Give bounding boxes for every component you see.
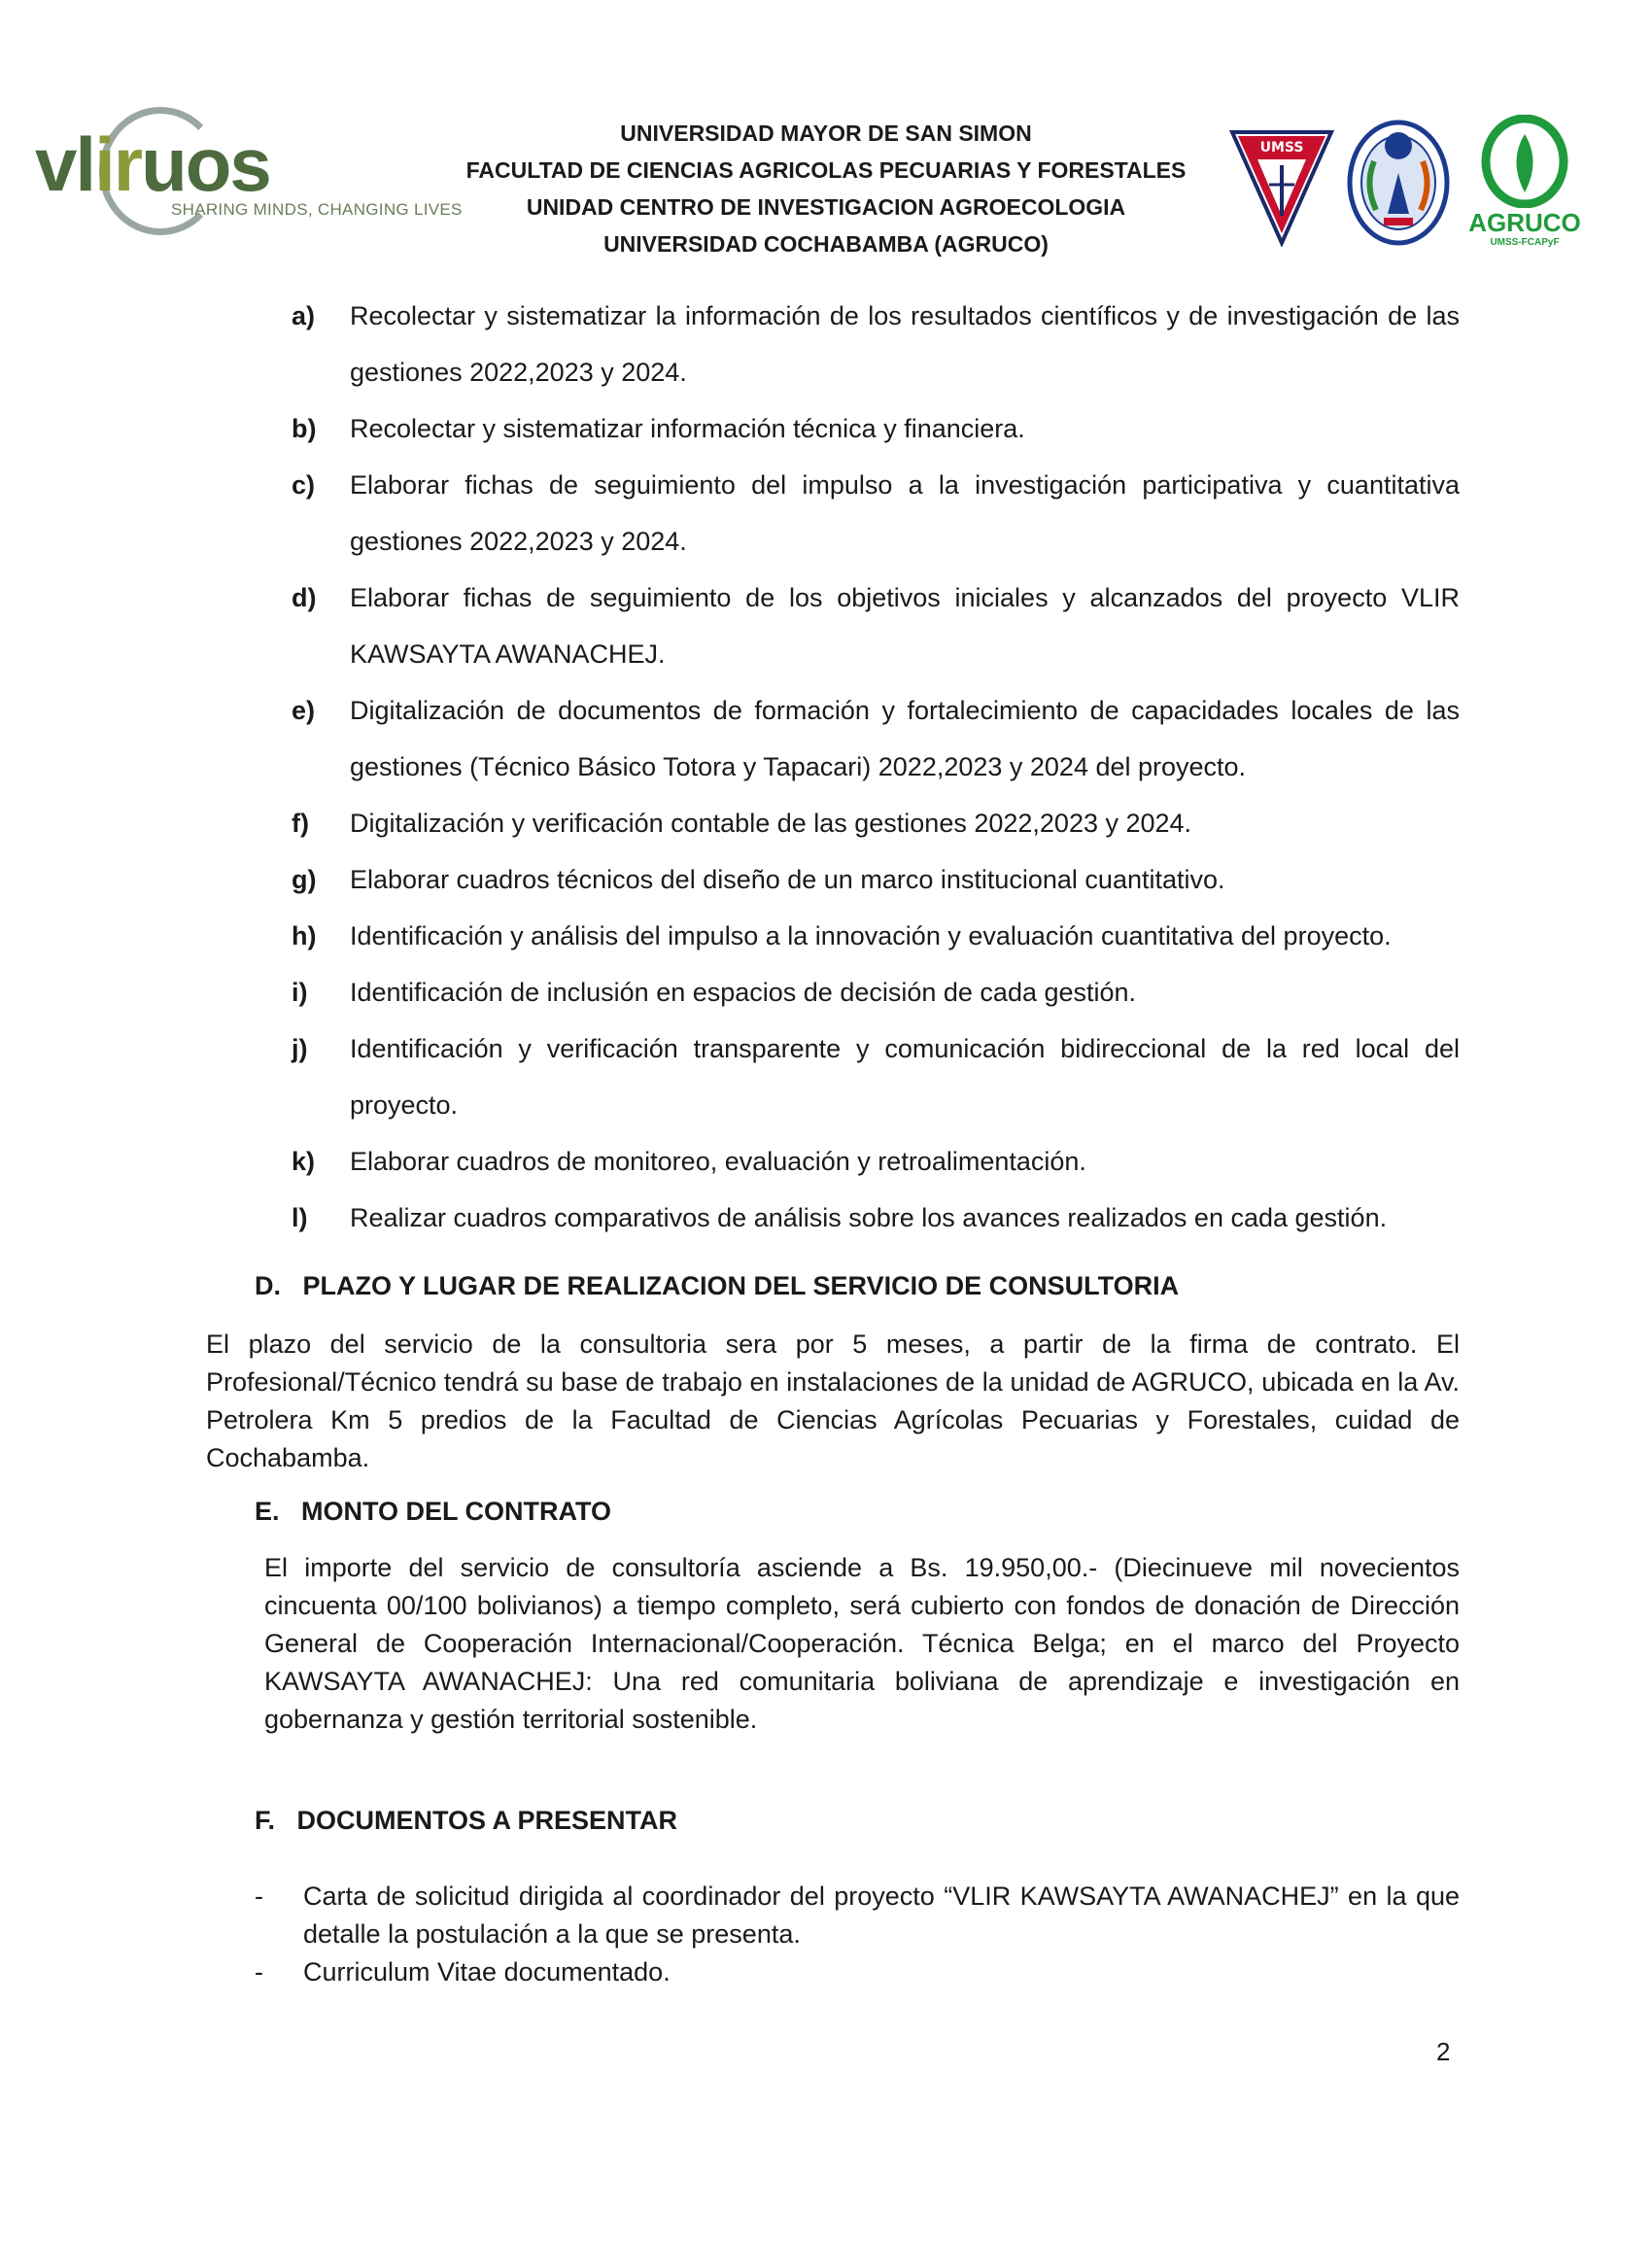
list-item: c) Elaborar fichas de seguimiento del impulso a la investigación participativa y cuantitativa gestiones 2022,2023 y 2024. — [292, 470, 1460, 556]
list-item: j) Identificación y verificación transparente y comunicación bidireccional de la red local del proyecto. — [292, 1034, 1460, 1120]
agruco-logo — [1462, 115, 1588, 251]
agruco-subtitle: UMSS-FCAPyF — [1490, 237, 1560, 248]
agruco-leaf-icon — [1462, 115, 1588, 208]
section-e-heading: E. MONTO DEL CONTRATO — [255, 1497, 612, 1526]
bullet-dash: - — [255, 1957, 263, 1986]
list-item: g) Elaborar cuadros técnicos del diseño de un marco institucional cuantitativo. — [292, 865, 1225, 894]
list-item: e) Digitalización de documentos de formación y fortalecimiento de capacidades locales de las gestiones (Técnico Básico Totora y Tapacari) 2022,2023 y 2024 del proyecto. — [292, 696, 1460, 781]
header-title-line-4: UNIVERSIDAD COCHABAMBA (AGRUCO) — [603, 231, 1049, 257]
svg-text:UMSS: UMSS — [1259, 140, 1304, 155]
page-number: 2 — [1436, 2037, 1451, 2066]
section-f-item: Curriculum Vitae documentado. — [303, 1957, 671, 1986]
header-title-line-2: FACULTAD DE CIENCIAS AGRICOLAS PECUARIAS Y FORESTALES — [465, 157, 1187, 183]
vliruos-logo — [35, 105, 463, 231]
faculty-emblem-icon — [1345, 117, 1452, 249]
list-item: b) Recolectar y sistematizar información técnica y financiera. — [292, 414, 1025, 443]
list-item: a) Recolectar y sistematizar la información de los resultados científicos y de investigación de las gestiones 2022,2023 y 2024. — [292, 301, 1460, 387]
task-list — [292, 288, 1460, 1246]
list-item: l) Realizar cuadros comparativos de análisis sobre los avances realizados en cada gestión. — [292, 1203, 1388, 1232]
section-f-heading: F. DOCUMENTOS A PRESENTAR — [255, 1806, 678, 1835]
list-item: k) Elaborar cuadros de monitoreo, evaluación y retroalimentación. — [292, 1147, 1086, 1176]
vliruos-wordmark: vliruos — [35, 121, 270, 207]
umss-shield-icon — [1228, 126, 1335, 247]
header-title — [457, 115, 1195, 262]
list-item: f) Digitalización y verificación contable de las gestiones 2022,2023 y 2024. — [292, 809, 1192, 838]
list-item: h) Identificación y análisis del impulso a la innovación y evaluación cuantitativa del proyecto. — [292, 921, 1392, 950]
list-item: d) Elaborar fichas de seguimiento de los objetivos iniciales y alcanzados del proyecto VLIR KAWSAYTA AWANACHEJ. — [292, 583, 1460, 669]
bullet-dash: - — [255, 1882, 263, 1911]
section-f-item: Carta de solicitud dirigida al coordinador del proyecto “VLIR KAWSAYTA AWANACHEJ” en la que detalle la postulación a la que se presenta. — [303, 1882, 1460, 1949]
section-d-heading: D. PLAZO Y LUGAR DE REALIZACION DEL SERVICIO DE CONSULTORIA — [255, 1271, 1180, 1300]
section-d-body: El plazo del servicio de la consultoria sera por 5 meses, a partir de la firma de contrato. El Profesional/Técnico tendrá su base de trabajo en instalaciones de la unidad de AGRUCO, ubicada en la Av. Petrolera Km 5 predios de la Facultad de Ciencias Agrícolas Pecuarias y Forestales, cuidad de Cochabamba. — [206, 1330, 1460, 1472]
header-title-line-1: UNIVERSIDAD MAYOR DE SAN SIMON — [620, 121, 1032, 146]
section-e-body: El importe del servicio de consultoría asciende a Bs. 19.950,00.- (Diecinueve mil novecientos cincuenta 00/100 bolivianos) a tiempo completo, será cubierto con fondos de donación de Dirección General de Cooperación Internacional/Cooperación. Técnica Belga; en el marco del Proyecto KAWSAYTA AWANACHEJ: Una red comunitaria boliviana de aprendizaje e investigación en gobernanza y gestión territorial sostenible. — [264, 1553, 1460, 1734]
vliruos-tagline: SHARING MINDS, CHANGING LIVES — [171, 200, 463, 219]
agruco-wordmark: AGRUCO — [1468, 208, 1581, 237]
header-title-line-3: UNIDAD CENTRO DE INVESTIGACION AGROECOLOGIA — [526, 194, 1126, 220]
list-item: i) Identificación de inclusión en espacios de decisión de cada gestión. — [292, 978, 1137, 1007]
